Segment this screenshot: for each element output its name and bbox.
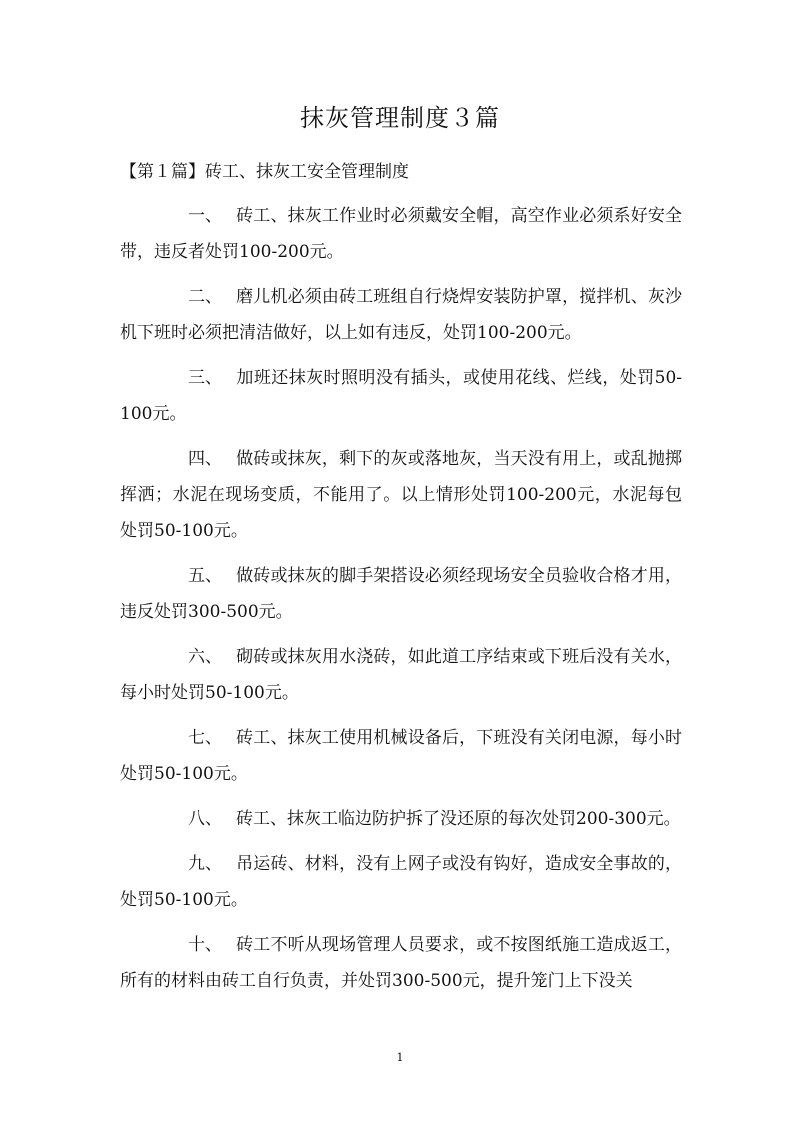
rule-item-6 [120, 639, 682, 711]
rule-text: 做砖或抹灰，剩下的灰或落地灰，当天没有用上，或乱抛掷挥洒；水泥在现场变质，不能用了。以上情形处罚100-200元，水泥每包处罚50-100元。 [120, 449, 682, 541]
rule-text: 砌砖或抹灰用水浇砖，如此道工序结束或下班后没有关水，每小时处罚50-100元。 [120, 647, 682, 703]
rule-item-3 [120, 360, 682, 432]
rule-item-5 [120, 558, 682, 630]
rule-text: 砖工不听从现场管理人员要求，或不按图纸施工造成返工，所有的材料由砖工自行负责，并处罚300-500元，提升笼门上下没关 [120, 935, 682, 991]
rule-number: 一、 [188, 206, 222, 226]
rule-item-4 [120, 441, 682, 549]
rule-number: 十、 [188, 935, 222, 955]
rule-list [120, 198, 682, 1008]
section-heading: 【第１篇】砖工、抹灰工安全管理制度 [120, 162, 409, 182]
rule-item-10 [120, 927, 682, 999]
rule-number: 二、 [188, 287, 222, 307]
rule-number: 四、 [188, 449, 222, 469]
rule-item-2 [120, 279, 682, 351]
rule-number: 五、 [188, 566, 222, 586]
rule-number: 三、 [188, 368, 222, 388]
rule-text: 砖工、抹灰工临边防护拆了没还原的每次处罚200-300元。 [236, 809, 681, 829]
rule-number: 八、 [188, 809, 222, 829]
rule-item-1 [120, 198, 682, 270]
rule-text: 加班还抹灰时照明没有插头，或使用花线、烂线，处罚50-100元。 [120, 368, 682, 424]
rule-number: 九、 [188, 854, 222, 874]
rule-text: 砖工、抹灰工作业时必须戴安全帽，高空作业必须系好安全带，违反者处罚100-200元。 [120, 206, 682, 262]
rule-text: 做砖或抹灰的脚手架搭设必须经现场安全员验收合格才用，违反处罚300-500元。 [120, 566, 682, 622]
rule-text: 吊运砖、材料，没有上网子或没有钩好，造成安全事故的，处罚50-100元。 [120, 854, 682, 910]
document-title: 抹灰管理制度３篇 [300, 104, 500, 132]
rule-number: 六、 [188, 647, 222, 667]
rule-number: 七、 [188, 728, 222, 748]
rule-item-9 [120, 846, 682, 918]
page-number: 1 [396, 1051, 404, 1064]
rule-item-7 [120, 720, 682, 792]
rule-text: 磨儿机必须由砖工班组自行烧焊安装防护罩，搅拌机、灰沙机下班时必须把清洁做好，以上如有违反，处罚100-200元。 [120, 287, 682, 343]
rule-text: 砖工、抹灰工使用机械设备后，下班没有关闭电源，每小时处罚50-100元。 [120, 728, 682, 784]
rule-item-8 [120, 801, 682, 837]
